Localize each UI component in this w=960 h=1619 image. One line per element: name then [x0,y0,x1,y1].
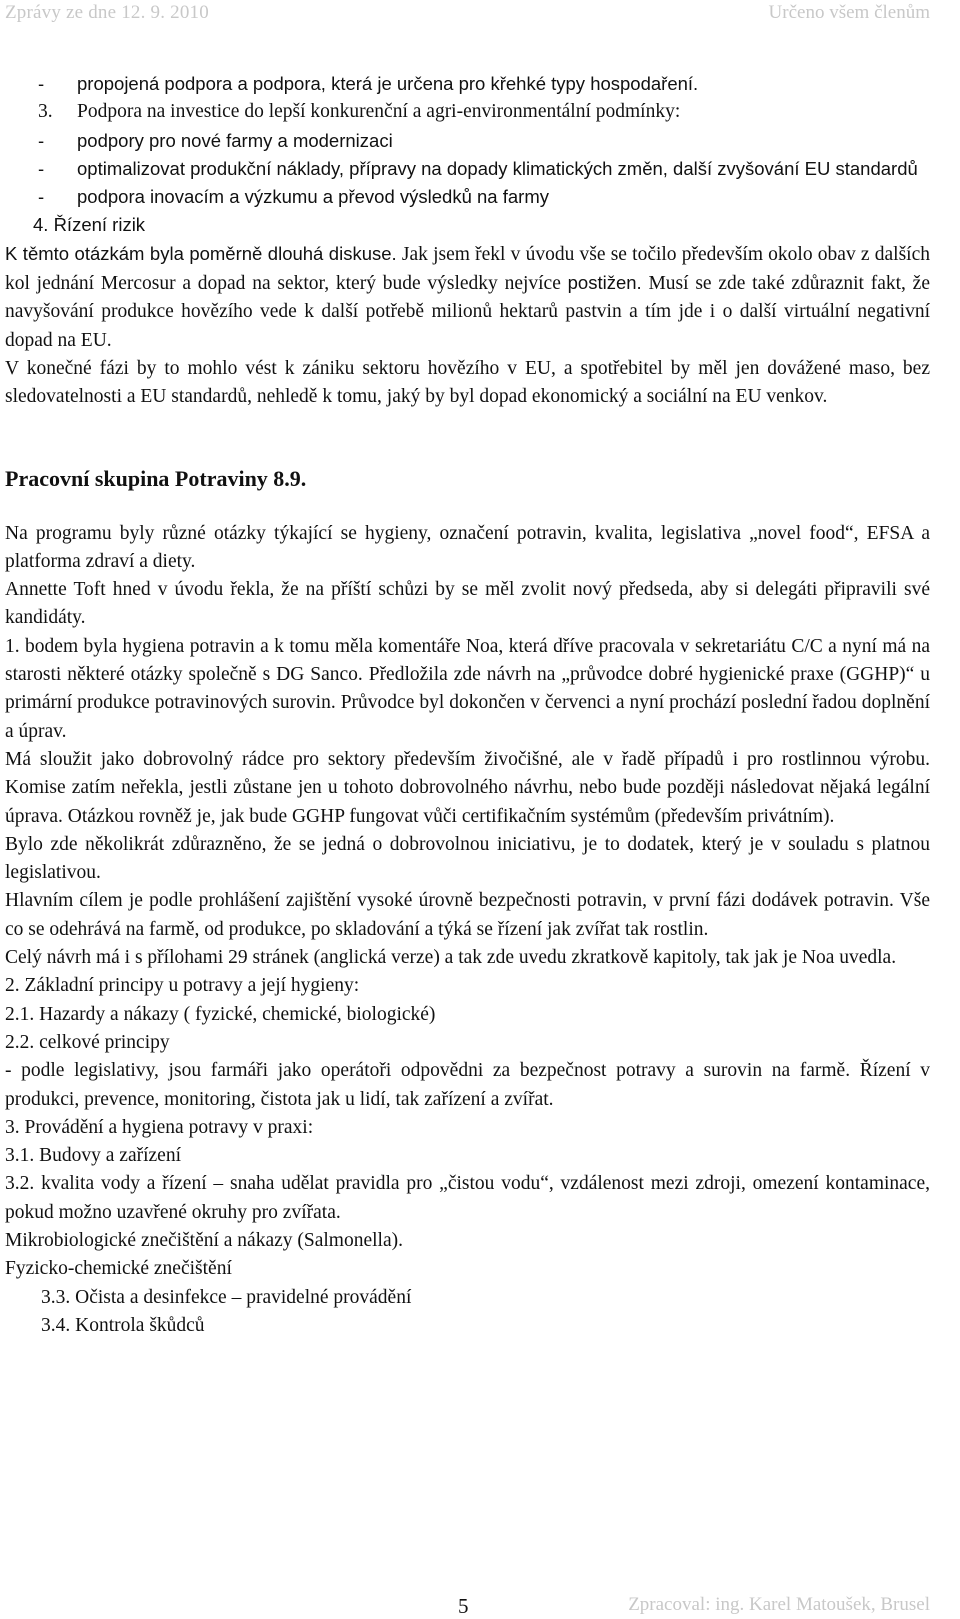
header-audience: Určeno všem členům [768,2,930,23]
list-marker: - [38,186,45,208]
chapter-item: 3. Provádění a hygiena potravy v praxi: [5,1116,314,1138]
list-marker: 3. [38,101,53,123]
body-paragraph: Hlavním cílem je podle prohlášení zajištění vysoké úrovně bezpečnosti potravin, v první fázi dodávek potravin. Vše co se odehrává na farmě, od produkce, po skladování a týká se řízení jak zvířat tak rostlin. [5,890,930,940]
chapter-item: 3.4. Kontrola škůdců [41,1314,205,1336]
chapter-item: - podle legislativy, jsou farmáři jako operátoři odpovědni za bezpečnost potravy a surovin na farmě. Řízení v produkci, prevence, monitoring, čistota jak u lidí, tak zařízení a zvířat. [5,1060,930,1110]
chapter-item: 3.2. kvalita vody a řízení – snaha udělat pravidla pro „čistou vodu“, vzdálenost mezi zdroji, omezení kontaminace, pokud možno uzavřené okruhy pro zvířata. [5,1173,930,1223]
chapter-item: 2.2. celkové principy [5,1031,170,1053]
footer-author: Zpracoval: ing. Karel Matoušek, Brusel [628,1594,930,1615]
list-item: - podpory pro nové farmy a modernizaci [5,127,930,155]
body-paragraph: Annette Toft hned v úvodu řekla, že na příští schůzi by se měl zvolit nový předseda, aby si delegáti připravili své kandidáty. [5,579,930,629]
chapter-item: 2.1. Hazardy a nákazy ( fyzické, chemické, biologické) [5,1003,436,1025]
chapter-item: 3.3. Očista a desinfekce – pravidelné provádění [41,1286,412,1308]
list-item: - podpora inovacím a výzkumu a převod výsledků na farmy [5,183,930,211]
list-marker: - [38,129,45,151]
risk-management-item: 4. Řízení rizik [33,214,146,236]
list-item: - optimalizovat produkční náklady, přípravy na dopady klimatických změn, další zvyšování EU standardů [5,155,930,183]
body-paragraph: Na programu byly různé otázky týkající se hygieny, označení potravin, kvalita, legislativa „novel food“, EFSA a platforma zdraví a diety. [5,522,930,572]
list-item: 3. Podpora na investice do lepší konkurenční a agri-environmentální podmínky: [5,98,930,126]
body-paragraph: 1. bodem byla hygiena potravin a k tomu měla komentáře Noa, která dříve pracovala v sekretariátu C/C a nyní má na starosti některé otázky společně s DG Sanco. Předložila zde návrh na „průvodce dobré hygienické praxe (GGHP)“ u primární produkce potravinových surovin. Průvodce byl dokončen v červenci a nyní prochází poslední řadou doplnění a úprav. [5,635,930,742]
body-paragraph: Má sloužit jako dobrovolný rádce pro sektory především živočišné, ale v řadě případů i pro rostlinnou výrobu. Komise zatím neřekla, jestli zůstane jen u tohoto dobrovolného návrhu, nebo bude později následovat nějaká legální úprava. Otázkou rovněž je, jak bude GGHP fungovat vůči certifikačním systémům (především privátním). [5,748,930,827]
list-marker: - [38,73,45,94]
list-item: - propojená podpora a podpora, která je určena pro křehké typy hospodaření. [5,70,930,98]
page-header [0,0,960,30]
discussion-paragraph: V konečné fázi by to mohlo vést k zániku sektoru hovězího v EU, a spotřebitel by měl jen dovážené maso, bez sledovatelnosti a EU standardů, nehledě k tomu, jaký by byl dopad ekonomický a sociální na EU venkov. [5,357,930,408]
body-paragraph: Bylo zde několikrát zdůrazněno, že se jedná o dobrovolnou iniciativu, je to dodatek, který je v souladu s platnou legislativou. [5,833,930,884]
discussion-paragraph: K těmto otázkám byla poměrně dlouhá diskuse. Jak jsem řekl v úvodu vše se točilo především okolo obav z dalších kol jednání Mercosur a dopad na sektor, který bude výsledky nejvíce postižen. Musí se zde také zdůraznit fakt, že navyšování produkce hovězího vede k další potřebě milionů hektarů pastvin a tím jde i o další virtuální negativní dopad na EU. [5,242,930,351]
chapter-item: 2. Základní principy u potravy a její hygieny: [5,975,360,997]
document-body [5,70,930,1340]
chapter-item: 3.1. Budovy a zařízení [5,1145,181,1167]
chapter-item: Fyzicko-chemické znečištění [5,1258,232,1280]
list-marker: - [38,157,45,179]
chapter-item: Mikrobiologické znečištění a nákazy (Salmonella). [5,1229,403,1251]
section-title: Pracovní skupina Potraviny 8.9. [5,465,307,491]
header-date: Zprávy ze dne 12. 9. 2010 [5,2,209,23]
body-paragraph: Celý návrh má i s přílohami 29 stránek (anglická verze) a tak zde uvedu zkratkově kapitoly, tak jak je Noa uvedla. [5,947,897,969]
page-number: 5 [458,1594,469,1618]
